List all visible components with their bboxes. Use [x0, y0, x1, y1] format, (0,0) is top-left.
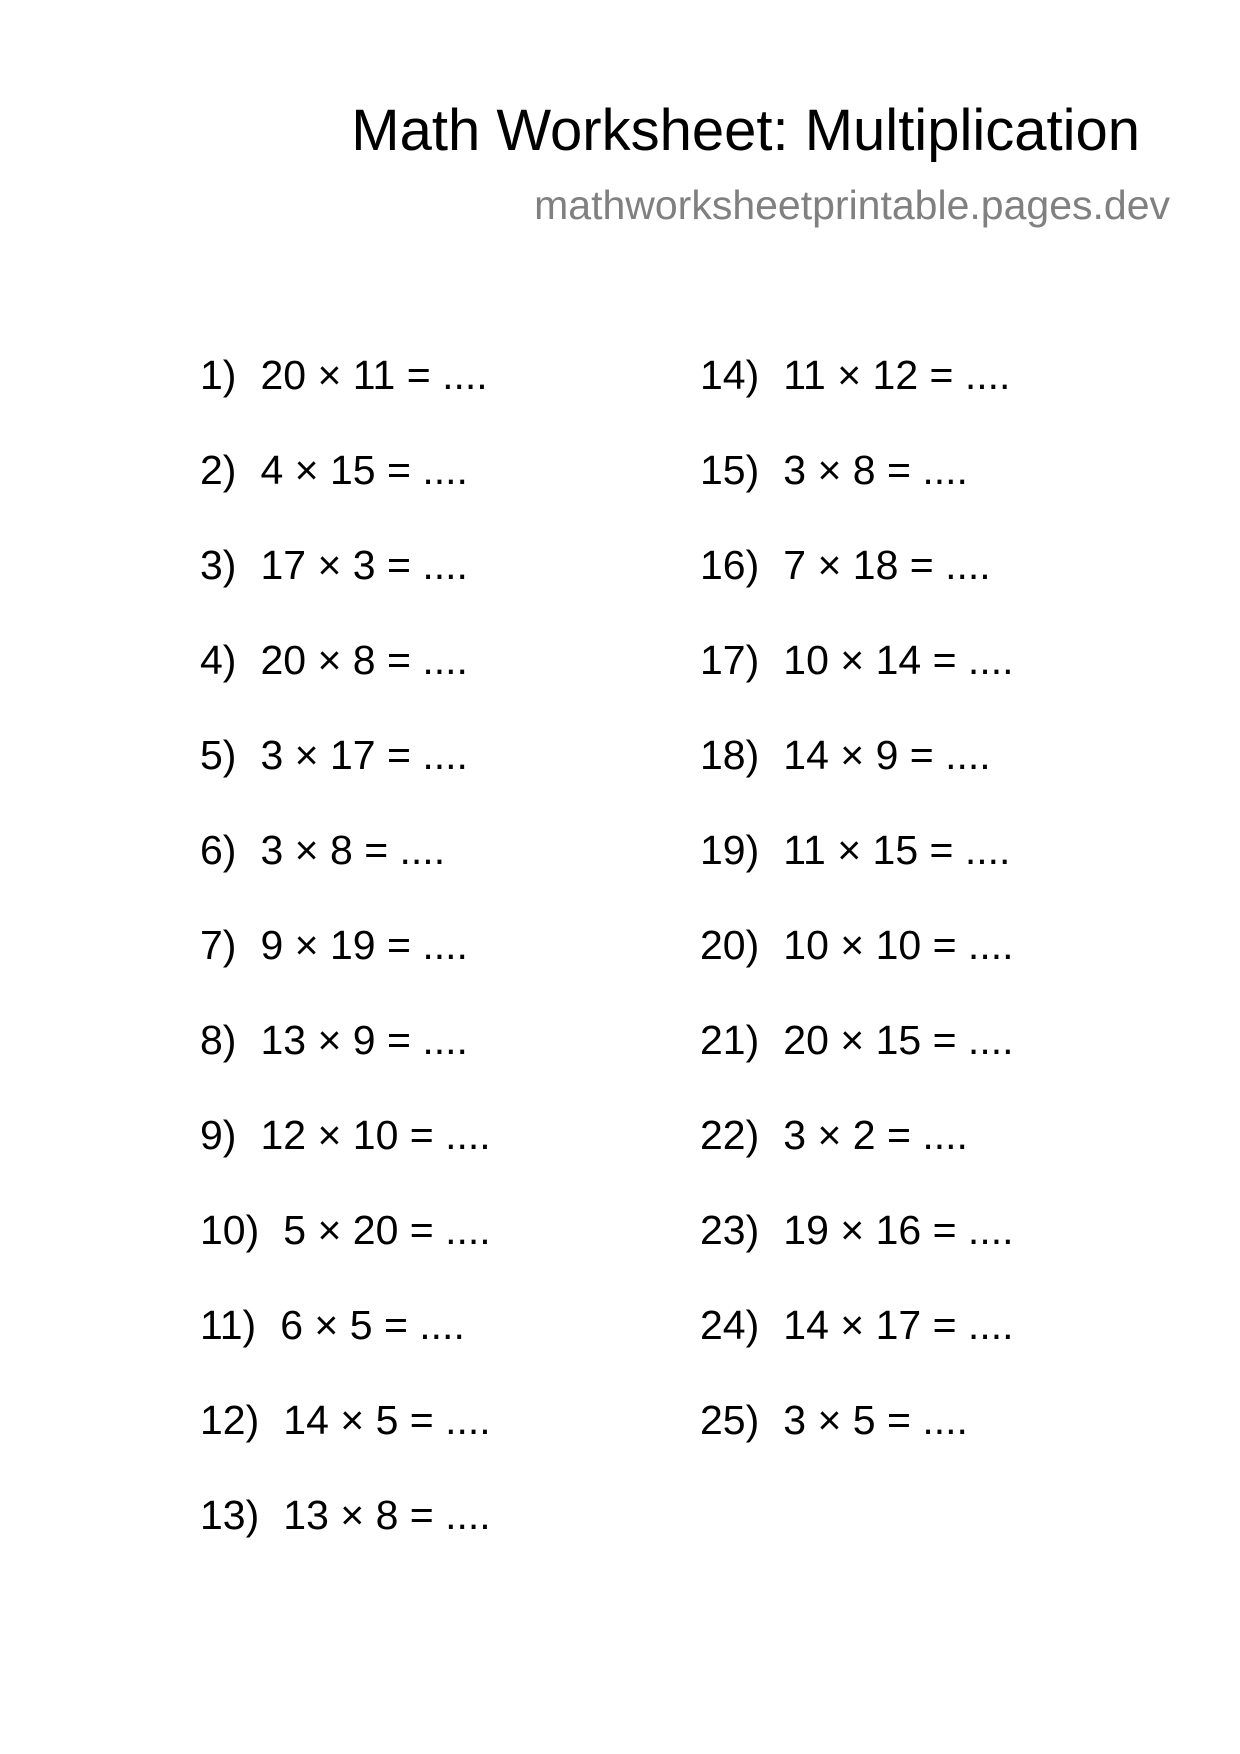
problem-4 — [200, 635, 491, 730]
problem-number: 11) — [200, 1302, 257, 1348]
problem-number: 5) — [200, 732, 237, 778]
problem-expression: 20 × 8 = .... — [260, 637, 468, 683]
problem-expression: 14 × 17 = .... — [783, 1302, 1014, 1348]
problem-2 — [200, 445, 491, 540]
problem-23 — [700, 1205, 1014, 1300]
problem-14 — [700, 350, 1014, 445]
problem-17 — [700, 635, 1014, 730]
problem-number: 8) — [200, 1017, 237, 1063]
problem-18 — [700, 730, 1014, 825]
problem-expression: 5 × 20 = .... — [283, 1207, 491, 1253]
problem-number: 1) — [200, 352, 237, 398]
problem-7 — [200, 920, 491, 1015]
problem-expression: 7 × 18 = .... — [783, 542, 991, 588]
problem-number: 3) — [200, 542, 237, 588]
problem-expression: 3 × 5 = .... — [783, 1397, 968, 1443]
problem-number: 10) — [200, 1207, 260, 1253]
problem-expression: 3 × 17 = .... — [260, 732, 468, 778]
problem-number: 7) — [200, 922, 237, 968]
problem-expression: 20 × 15 = .... — [783, 1017, 1014, 1063]
problem-expression: 19 × 16 = .... — [783, 1207, 1014, 1253]
problem-number: 15) — [700, 447, 760, 493]
problem-number: 18) — [700, 732, 760, 778]
problem-number: 6) — [200, 827, 237, 873]
problem-column-left — [200, 350, 491, 1585]
problem-expression: 11 × 12 = .... — [783, 352, 1011, 398]
problem-number: 2) — [200, 447, 237, 493]
problem-11 — [200, 1300, 491, 1395]
problem-1 — [200, 350, 491, 445]
problem-number: 16) — [700, 542, 760, 588]
problem-19 — [700, 825, 1014, 920]
problem-number: 13) — [200, 1492, 260, 1538]
problem-number: 19) — [700, 827, 760, 873]
problem-expression: 6 × 5 = .... — [280, 1302, 465, 1348]
problem-expression: 3 × 8 = .... — [260, 827, 446, 873]
problem-expression: 4 × 15 = .... — [260, 447, 468, 493]
problem-expression: 10 × 14 = .... — [783, 637, 1014, 683]
problem-expression: 14 × 5 = .... — [283, 1397, 491, 1443]
page-title: Math Worksheet: Multiplication — [351, 98, 1140, 163]
problem-number: 14) — [700, 352, 760, 398]
problem-16 — [700, 540, 1014, 635]
problem-expression: 14 × 9 = .... — [783, 732, 991, 778]
problem-expression: 3 × 2 = .... — [783, 1112, 968, 1158]
problem-21 — [700, 1015, 1014, 1110]
problem-expression: 9 × 19 = .... — [260, 922, 468, 968]
problem-expression: 17 × 3 = .... — [260, 542, 468, 588]
problem-number: 9) — [200, 1112, 237, 1158]
problem-12 — [200, 1395, 491, 1490]
problem-13 — [200, 1490, 491, 1585]
problem-number: 22) — [700, 1112, 760, 1158]
source-url: mathworksheetprintable.pages.dev — [534, 182, 1170, 228]
problem-expression: 12 × 10 = .... — [260, 1112, 491, 1158]
problem-9 — [200, 1110, 491, 1205]
problem-10 — [200, 1205, 491, 1300]
problem-number: 17) — [700, 637, 760, 683]
problem-number: 21) — [700, 1017, 760, 1063]
problem-3 — [200, 540, 491, 635]
problem-number: 20) — [700, 922, 760, 968]
problem-8 — [200, 1015, 491, 1110]
problem-6 — [200, 825, 491, 920]
problem-22 — [700, 1110, 1014, 1205]
problem-number: 24) — [700, 1302, 760, 1348]
problem-expression: 10 × 10 = .... — [783, 922, 1014, 968]
problem-number: 12) — [200, 1397, 260, 1443]
problem-number: 25) — [700, 1397, 760, 1443]
problem-number: 23) — [700, 1207, 760, 1253]
problem-24 — [700, 1300, 1014, 1395]
problem-number: 4) — [200, 637, 237, 683]
problem-expression: 13 × 8 = .... — [283, 1492, 491, 1538]
problem-25 — [700, 1395, 1014, 1490]
problem-5 — [200, 730, 491, 825]
problem-expression: 11 × 15 = .... — [783, 827, 1011, 873]
problem-20 — [700, 920, 1014, 1015]
problem-expression: 3 × 8 = .... — [783, 447, 968, 493]
problem-column-right — [700, 350, 1014, 1490]
problem-expression: 13 × 9 = .... — [260, 1017, 468, 1063]
problem-expression: 20 × 11 = .... — [260, 352, 488, 398]
problem-15 — [700, 445, 1014, 540]
